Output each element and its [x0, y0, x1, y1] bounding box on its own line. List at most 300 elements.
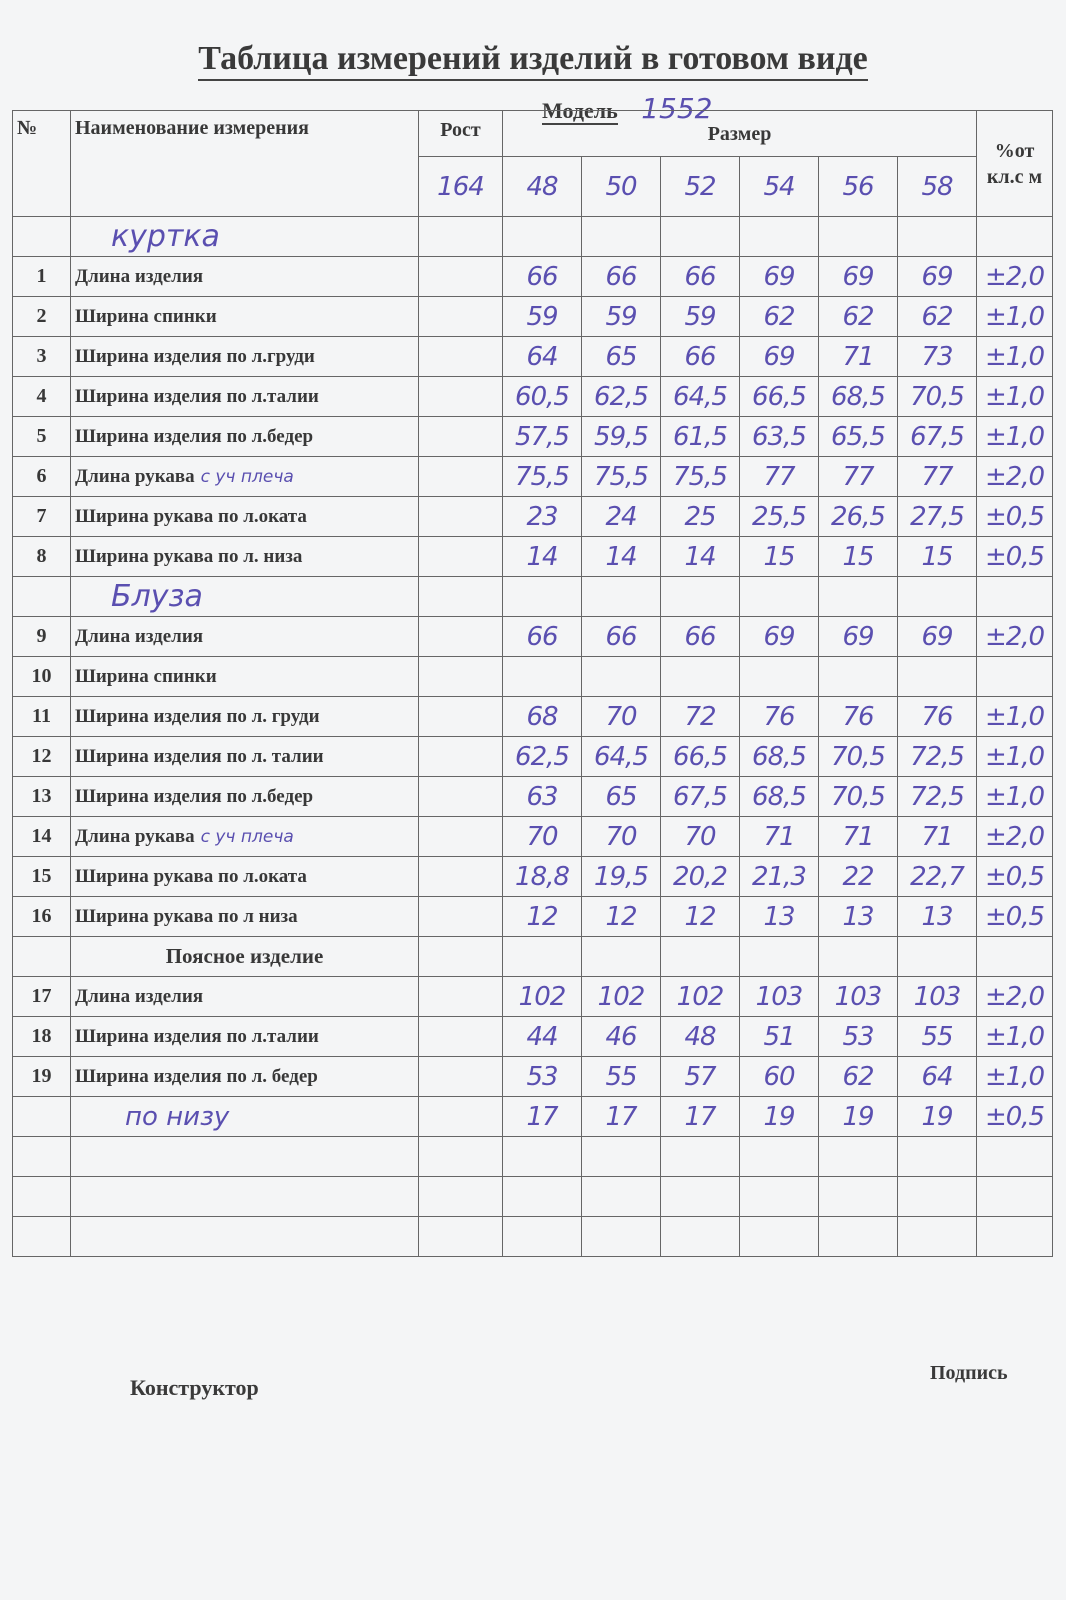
value-cell: 76	[819, 697, 898, 737]
empty-cell	[13, 1177, 71, 1217]
value-cell: 73	[898, 337, 977, 377]
empty-cell	[977, 217, 1053, 257]
table-row	[13, 337, 1053, 377]
measurement-name-cell	[71, 977, 419, 1017]
measurement-name: Длина изделия	[75, 625, 204, 647]
value-cell: 66	[503, 617, 582, 657]
height-cell	[419, 1097, 503, 1137]
page-title: Таблица измерений изделий в готовом виде	[0, 40, 1066, 78]
empty-cell	[661, 217, 740, 257]
measurement-name: Ширина изделия по л. груди	[75, 705, 320, 727]
height-cell	[419, 857, 503, 897]
value-cell: 62,5	[582, 377, 661, 417]
value-cell: 19	[819, 1097, 898, 1137]
value-cell: 23	[503, 497, 582, 537]
section-title: Поясное изделие	[71, 937, 419, 977]
value-cell: 15	[898, 537, 977, 577]
measurement-name-cell	[71, 657, 419, 697]
empty-row	[13, 1217, 1053, 1257]
measurement-name-cell	[71, 777, 419, 817]
empty-cell	[819, 1137, 898, 1177]
height-cell	[419, 457, 503, 497]
value-cell: 27,5	[898, 497, 977, 537]
tolerance-cell: ±0,5	[977, 537, 1053, 577]
value-cell: 59	[661, 297, 740, 337]
measurement-name: Длина рукава	[75, 825, 195, 847]
value-cell: 13	[898, 897, 977, 937]
empty-cell	[740, 1217, 819, 1257]
value-cell: 102	[503, 977, 582, 1017]
tolerance-cell: ±2,0	[977, 817, 1053, 857]
value-cell: 70,5	[819, 737, 898, 777]
value-cell: 67,5	[898, 417, 977, 457]
empty-cell	[419, 217, 503, 257]
measurement-name-cell	[71, 1017, 419, 1057]
table-row	[13, 537, 1053, 577]
row-number: 9	[13, 617, 71, 657]
empty-cell	[661, 1177, 740, 1217]
value-cell: 71	[898, 817, 977, 857]
measurement-name-cell	[71, 537, 419, 577]
empty-cell	[819, 1217, 898, 1257]
measurement-name: Ширина изделия по л. талии	[75, 745, 324, 767]
tolerance-cell: ±0,5	[977, 497, 1053, 537]
measurements-table	[12, 110, 1053, 1257]
measurement-name-cell	[71, 337, 419, 377]
value-cell: 70	[503, 817, 582, 857]
value-cell: 59,5	[582, 417, 661, 457]
tolerance-cell: ±2,0	[977, 617, 1053, 657]
empty-cell	[419, 1217, 503, 1257]
size-cell: 50	[582, 157, 661, 217]
empty-cell	[582, 577, 661, 617]
row-number: 4	[13, 377, 71, 417]
row-number: 3	[13, 337, 71, 377]
value-cell: 69	[898, 257, 977, 297]
measurement-name-cell	[71, 1057, 419, 1097]
measurement-name-cell	[71, 697, 419, 737]
value-cell: 12	[582, 897, 661, 937]
measurement-name-cell	[71, 377, 419, 417]
header-size: Размер	[503, 111, 977, 157]
empty-cell	[582, 217, 661, 257]
value-cell: 103	[898, 977, 977, 1017]
value-cell: 70	[582, 817, 661, 857]
height-cell	[419, 537, 503, 577]
tolerance-cell: ±2,0	[977, 257, 1053, 297]
value-cell: 12	[503, 897, 582, 937]
value-cell: 53	[819, 1017, 898, 1057]
empty-cell	[977, 1217, 1053, 1257]
section-row	[13, 577, 1053, 617]
measurement-name-cell	[71, 1097, 419, 1137]
value-cell: 65	[582, 777, 661, 817]
value-cell: 20,2	[661, 857, 740, 897]
value-cell: 19	[898, 1097, 977, 1137]
constructor-label: Конструктор	[130, 1375, 259, 1400]
value-cell: 25,5	[740, 497, 819, 537]
value-cell: 70	[661, 817, 740, 857]
value-cell: 64	[898, 1057, 977, 1097]
empty-cell	[661, 1217, 740, 1257]
model-label: Модель	[542, 98, 618, 123]
value-cell: 63	[503, 777, 582, 817]
measurement-name: Ширина изделия по л.бедер	[75, 785, 314, 807]
measurement-name: Ширина изделия по л.талии	[75, 385, 319, 407]
value-cell: 68,5	[740, 737, 819, 777]
empty-cell	[503, 1177, 582, 1217]
value-cell: 15	[740, 537, 819, 577]
empty-cell	[819, 937, 898, 977]
value-cell	[503, 657, 582, 697]
section-title: куртка	[71, 217, 419, 257]
value-cell: 60,5	[503, 377, 582, 417]
empty-cell	[740, 937, 819, 977]
section-no-cell	[13, 217, 71, 257]
measurement-name: Ширина рукава по л.оката	[75, 865, 307, 887]
tolerance-cell: ±1,0	[977, 1057, 1053, 1097]
value-cell: 62	[819, 1057, 898, 1097]
value-cell	[661, 657, 740, 697]
row-number: 5	[13, 417, 71, 457]
size-cell: 58	[898, 157, 977, 217]
height-cell	[419, 697, 503, 737]
size-cell: 56	[819, 157, 898, 217]
value-cell: 66	[582, 257, 661, 297]
value-cell: 69	[740, 617, 819, 657]
value-cell: 62	[740, 297, 819, 337]
empty-cell	[977, 1177, 1053, 1217]
empty-cell	[819, 217, 898, 257]
row-number: 6	[13, 457, 71, 497]
value-cell: 59	[503, 297, 582, 337]
empty-cell	[819, 577, 898, 617]
row-number: 8	[13, 537, 71, 577]
value-cell: 51	[740, 1017, 819, 1057]
empty-cell	[977, 577, 1053, 617]
empty-cell	[582, 1177, 661, 1217]
value-cell: 77	[819, 457, 898, 497]
row-number: 2	[13, 297, 71, 337]
empty-cell	[977, 937, 1053, 977]
table-row	[13, 457, 1053, 497]
empty-cell	[898, 1137, 977, 1177]
value-cell	[819, 657, 898, 697]
tolerance-cell: ±1,0	[977, 377, 1053, 417]
section-no-cell	[13, 937, 71, 977]
table-row	[13, 297, 1053, 337]
value-cell: 70,5	[898, 377, 977, 417]
value-cell	[898, 657, 977, 697]
table-row	[13, 377, 1053, 417]
measurement-name-cell	[71, 497, 419, 537]
value-cell: 76	[898, 697, 977, 737]
tolerance-cell: ±1,0	[977, 777, 1053, 817]
value-cell: 66,5	[740, 377, 819, 417]
value-cell: 64	[503, 337, 582, 377]
value-cell: 66	[661, 617, 740, 657]
empty-cell	[661, 577, 740, 617]
empty-cell	[898, 1177, 977, 1217]
value-cell: 21,3	[740, 857, 819, 897]
measurement-name-cell	[71, 737, 419, 777]
value-cell: 103	[740, 977, 819, 1017]
measurement-name-cell	[71, 417, 419, 457]
table-row	[13, 417, 1053, 457]
empty-row	[13, 1137, 1053, 1177]
value-cell: 61,5	[661, 417, 740, 457]
empty-cell	[503, 217, 582, 257]
empty-cell	[71, 1177, 419, 1217]
empty-cell	[582, 1137, 661, 1177]
value-cell: 17	[661, 1097, 740, 1137]
size-cell: 54	[740, 157, 819, 217]
empty-row	[13, 1177, 1053, 1217]
value-cell: 75,5	[503, 457, 582, 497]
empty-cell	[419, 1177, 503, 1217]
tolerance-cell: ±1,0	[977, 1017, 1053, 1057]
row-number: 11	[13, 697, 71, 737]
header-tolerance: %от кл.с м	[977, 111, 1053, 217]
value-cell: 12	[661, 897, 740, 937]
empty-cell	[898, 1217, 977, 1257]
value-cell: 76	[740, 697, 819, 737]
empty-cell	[419, 577, 503, 617]
measurement-name: Длина рукава	[75, 465, 195, 487]
empty-cell	[419, 1137, 503, 1177]
row-number	[13, 1097, 71, 1137]
measurement-name: Ширина рукава по л.оката	[75, 505, 307, 527]
row-number: 16	[13, 897, 71, 937]
table-row	[13, 897, 1053, 937]
value-cell: 44	[503, 1017, 582, 1057]
value-cell: 46	[582, 1017, 661, 1057]
empty-cell	[13, 1137, 71, 1177]
header-name: Наименование измерения	[71, 111, 419, 217]
height-cell	[419, 497, 503, 537]
table-row	[13, 497, 1053, 537]
tolerance-cell: ±0,5	[977, 897, 1053, 937]
value-cell: 68	[503, 697, 582, 737]
height-cell	[419, 1057, 503, 1097]
value-cell: 66	[661, 337, 740, 377]
height-cell	[419, 977, 503, 1017]
height-cell	[419, 817, 503, 857]
measurement-name: Ширина изделия по л. бедер	[75, 1065, 318, 1087]
value-cell	[582, 657, 661, 697]
value-cell: 77	[898, 457, 977, 497]
value-cell: 25	[661, 497, 740, 537]
value-cell: 71	[740, 817, 819, 857]
section-title: Блуза	[71, 577, 419, 617]
measurement-name: Ширина рукава по л низа	[75, 905, 298, 927]
height-cell	[419, 617, 503, 657]
tolerance-cell: ±0,5	[977, 1097, 1053, 1137]
value-cell: 75,5	[661, 457, 740, 497]
measurement-note: по низу	[125, 1101, 230, 1132]
empty-cell	[819, 1177, 898, 1217]
row-number: 18	[13, 1017, 71, 1057]
measurement-name-cell	[71, 617, 419, 657]
value-cell: 63,5	[740, 417, 819, 457]
empty-cell	[740, 1177, 819, 1217]
measurement-name-cell	[71, 857, 419, 897]
value-cell: 62,5	[503, 737, 582, 777]
value-cell: 69	[819, 617, 898, 657]
section-row	[13, 217, 1053, 257]
value-cell: 70	[582, 697, 661, 737]
tolerance-cell	[977, 657, 1053, 697]
value-cell: 69	[740, 257, 819, 297]
value-cell: 19,5	[582, 857, 661, 897]
tolerance-cell: ±1,0	[977, 697, 1053, 737]
value-cell: 102	[582, 977, 661, 1017]
value-cell: 72,5	[898, 737, 977, 777]
value-cell: 103	[819, 977, 898, 1017]
signature-label: Подпись	[930, 1362, 1008, 1384]
value-cell: 59	[582, 297, 661, 337]
size-cell: 52	[661, 157, 740, 217]
empty-cell	[503, 577, 582, 617]
value-cell: 68,5	[819, 377, 898, 417]
row-number: 15	[13, 857, 71, 897]
table-row	[13, 657, 1053, 697]
empty-cell	[661, 1137, 740, 1177]
value-cell: 64,5	[661, 377, 740, 417]
empty-cell	[740, 1137, 819, 1177]
value-cell: 65	[582, 337, 661, 377]
empty-cell	[419, 937, 503, 977]
table-row	[13, 697, 1053, 737]
value-cell: 67,5	[661, 777, 740, 817]
empty-cell	[71, 1137, 419, 1177]
value-cell: 57,5	[503, 417, 582, 457]
value-cell: 70,5	[819, 777, 898, 817]
value-cell: 64,5	[582, 737, 661, 777]
table-row	[13, 257, 1053, 297]
empty-cell	[582, 937, 661, 977]
value-cell: 57	[661, 1057, 740, 1097]
empty-cell	[503, 1217, 582, 1257]
tolerance-cell: ±0,5	[977, 857, 1053, 897]
tolerance-cell: ±2,0	[977, 977, 1053, 1017]
row-number: 13	[13, 777, 71, 817]
row-number: 17	[13, 977, 71, 1017]
empty-cell	[13, 1217, 71, 1257]
size-cell: 48	[503, 157, 582, 217]
measurement-name-cell	[71, 897, 419, 937]
row-number: 1	[13, 257, 71, 297]
table-row	[13, 617, 1053, 657]
row-number: 7	[13, 497, 71, 537]
empty-cell	[740, 577, 819, 617]
empty-cell	[503, 1137, 582, 1177]
height-cell	[419, 897, 503, 937]
value-cell: 75,5	[582, 457, 661, 497]
value-cell: 72,5	[898, 777, 977, 817]
header-row-1	[13, 111, 1053, 157]
measurement-name-cell	[71, 457, 419, 497]
table-row	[13, 817, 1053, 857]
height-cell	[419, 777, 503, 817]
value-cell: 69	[819, 257, 898, 297]
table-row	[13, 977, 1053, 1017]
measurement-name: Ширина изделия по л.талии	[75, 1025, 319, 1047]
value-cell: 48	[661, 1017, 740, 1057]
height-cell	[419, 657, 503, 697]
section-no-cell	[13, 577, 71, 617]
value-cell: 53	[503, 1057, 582, 1097]
value-cell: 22,7	[898, 857, 977, 897]
empty-cell	[71, 1217, 419, 1257]
measurement-name: Длина изделия	[75, 265, 204, 287]
value-cell: 13	[740, 897, 819, 937]
tolerance-cell: ±1,0	[977, 337, 1053, 377]
row-number: 10	[13, 657, 71, 697]
value-cell: 69	[898, 617, 977, 657]
value-cell: 69	[740, 337, 819, 377]
value-cell: 60	[740, 1057, 819, 1097]
height-cell	[419, 1017, 503, 1057]
measurement-name-cell	[71, 297, 419, 337]
measurement-note: с уч плеча	[200, 826, 294, 847]
empty-cell	[898, 217, 977, 257]
value-cell: 62	[819, 297, 898, 337]
empty-cell	[740, 217, 819, 257]
row-number: 19	[13, 1057, 71, 1097]
value-cell: 102	[661, 977, 740, 1017]
measurement-name: Ширина спинки	[75, 665, 217, 687]
value-cell: 71	[819, 337, 898, 377]
table-row	[13, 737, 1053, 777]
row-number: 12	[13, 737, 71, 777]
value-cell: 14	[582, 537, 661, 577]
value-cell: 22	[819, 857, 898, 897]
measurement-name: Ширина изделия по л.груди	[75, 345, 315, 367]
value-cell: 55	[898, 1017, 977, 1057]
measurement-name: Длина изделия	[75, 985, 204, 1007]
value-cell: 14	[503, 537, 582, 577]
table-row	[13, 857, 1053, 897]
header-no: №	[13, 111, 71, 217]
value-cell: 65,5	[819, 417, 898, 457]
row-number: 14	[13, 817, 71, 857]
height-cell	[419, 737, 503, 777]
value-cell: 17	[582, 1097, 661, 1137]
measurement-note: с уч плеча	[200, 466, 294, 487]
value-cell: 66	[661, 257, 740, 297]
table-row	[13, 777, 1053, 817]
empty-cell	[898, 577, 977, 617]
value-cell: 18,8	[503, 857, 582, 897]
empty-cell	[898, 937, 977, 977]
value-cell: 13	[819, 897, 898, 937]
height-cell	[419, 297, 503, 337]
value-cell: 17	[503, 1097, 582, 1137]
height-value: 164	[419, 157, 503, 217]
empty-cell	[582, 1217, 661, 1257]
value-cell: 71	[819, 817, 898, 857]
empty-cell	[661, 937, 740, 977]
measurement-name: Ширина рукава по л. низа	[75, 545, 303, 567]
height-cell	[419, 377, 503, 417]
value-cell: 66,5	[661, 737, 740, 777]
measurement-name-cell	[71, 257, 419, 297]
value-cell: 77	[740, 457, 819, 497]
empty-cell	[503, 937, 582, 977]
value-cell: 62	[898, 297, 977, 337]
height-cell	[419, 417, 503, 457]
